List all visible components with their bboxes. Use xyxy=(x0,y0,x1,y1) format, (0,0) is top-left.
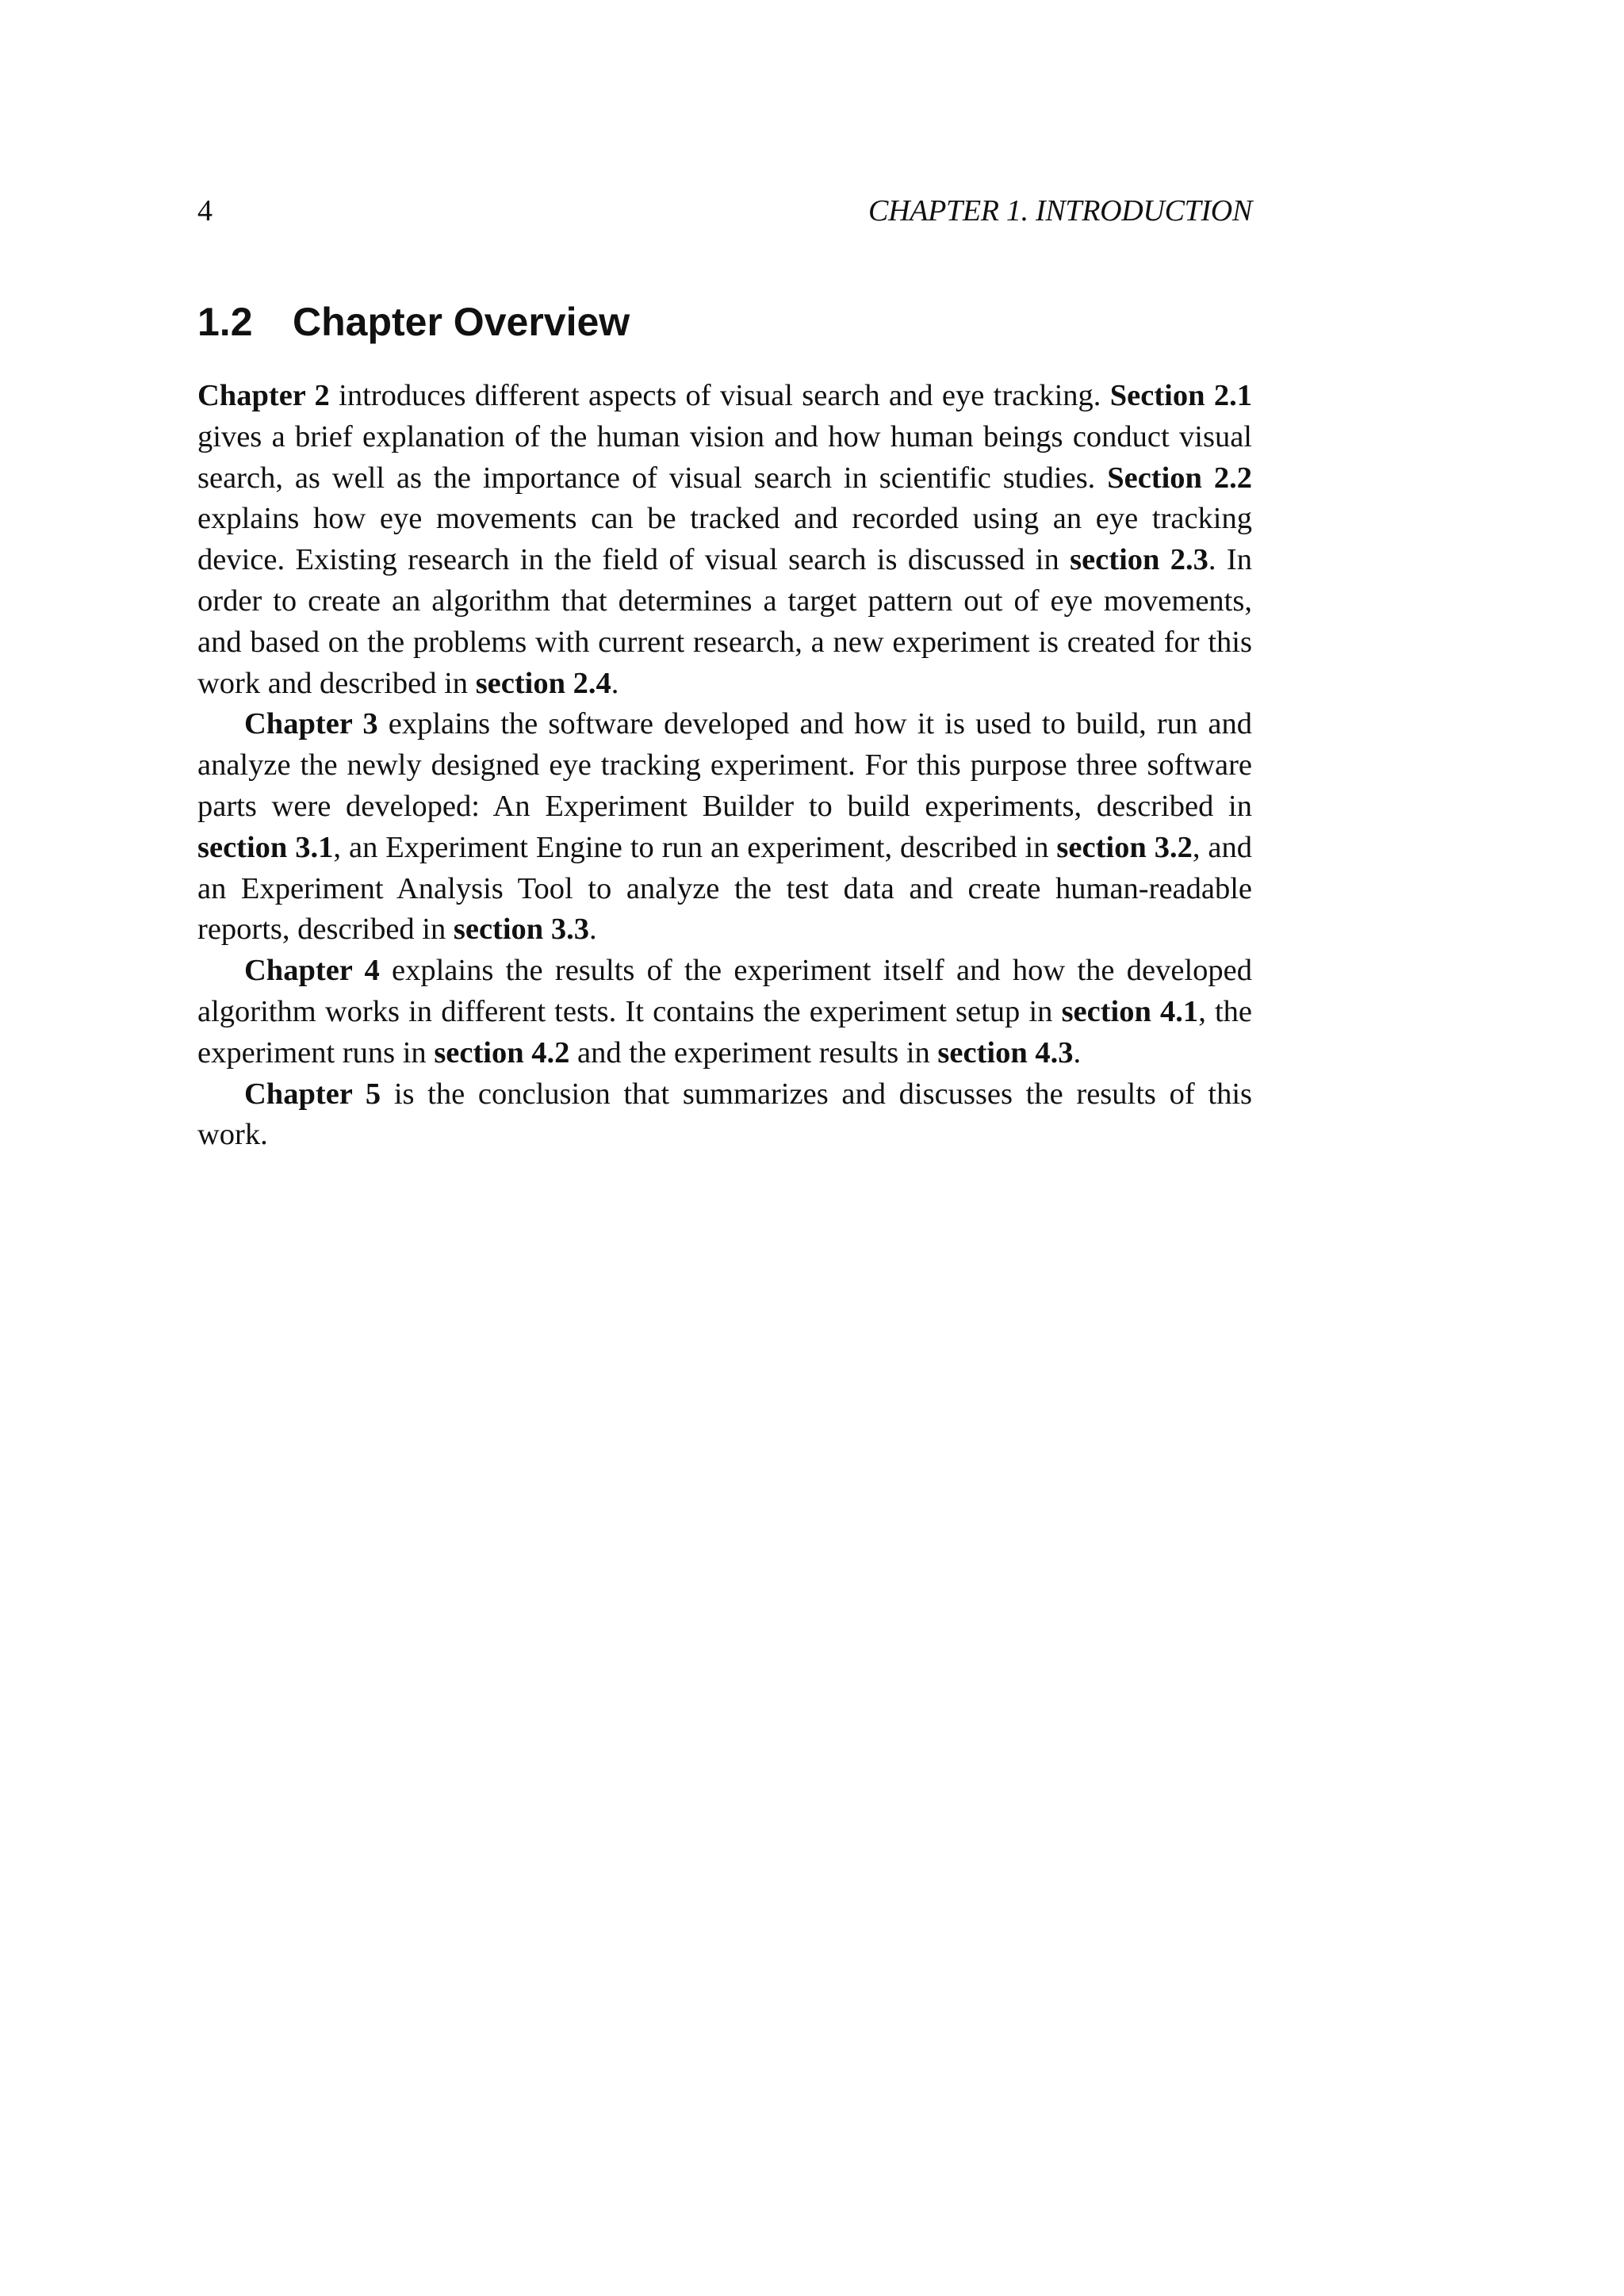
bold-reference: Section 2.2 xyxy=(1107,461,1252,495)
text-run: . In order to create an algorithm that determines a target pattern out of eye movements, and based on the problems with current research, a new experiment is created for this work and described in xyxy=(197,543,1252,700)
bold-reference: section 2.4 xyxy=(475,666,611,700)
paragraph-chapter-4 xyxy=(197,951,1252,1073)
text-run: explains how eye movements can be tracked and recorded using an eye tracking device. Existing research in the field of visual search is discussed in xyxy=(197,502,1252,577)
text-run: explains the results of the experiment itself and how the developed algorithm works in different tests. It contains the experiment setup in xyxy=(197,954,1252,1028)
text-run: , and an Experiment Analysis Tool to analyze the test data and create human-readable reports, described in xyxy=(197,830,1252,947)
text-run: introduces different aspects of visual search and eye tracking. xyxy=(329,379,1110,412)
paragraph-chapter-3 xyxy=(197,704,1252,951)
bold-reference: section 4.3 xyxy=(937,1035,1074,1070)
text-run: . xyxy=(588,913,597,947)
text-run: is the conclusion that summarizes and discusses the results of this work. xyxy=(197,1077,1252,1152)
bold-reference: Chapter 4 xyxy=(244,954,380,988)
section-number: 1.2 xyxy=(197,300,253,344)
bold-reference: Chapter 3 xyxy=(244,707,378,741)
bold-reference: section 2.3 xyxy=(1070,543,1208,577)
text-run: gives a brief explanation of the human vision and how human beings conduct visual search, as well as the importance of visual search in scientific studies. xyxy=(197,419,1252,495)
text-run: , the experiment runs in xyxy=(197,994,1252,1070)
bold-reference: section 3.3 xyxy=(453,913,589,947)
bold-reference: Chapter 2 xyxy=(197,379,330,412)
text-run: . xyxy=(611,666,619,700)
page-number: 4 xyxy=(197,194,213,228)
text-run: , an Experiment Engine to run an experiment, described in xyxy=(333,830,1057,864)
text-run: explains the software developed and how it is used to build, run and analyze the newly designed eye tracking experiment. For this purpose three software parts were developed: An Experiment Builder to build experiments, described in xyxy=(197,707,1252,823)
bold-reference: Chapter 5 xyxy=(244,1077,381,1111)
section-heading xyxy=(197,297,1252,347)
text-run: and the experiment results in xyxy=(569,1035,938,1070)
running-chapter-title: CHAPTER 1. INTRODUCTION xyxy=(868,194,1252,228)
bold-reference: section 4.1 xyxy=(1061,994,1199,1028)
text-run: . xyxy=(1073,1035,1082,1070)
bold-reference: section 3.2 xyxy=(1056,830,1193,864)
bold-reference: section 4.2 xyxy=(434,1035,570,1070)
bold-reference: Section 2.1 xyxy=(1109,379,1252,412)
paragraph-chapter-2 xyxy=(197,376,1252,704)
bold-reference: section 3.1 xyxy=(197,830,334,864)
paragraph-chapter-5 xyxy=(197,1074,1252,1157)
section-title: Chapter Overview xyxy=(293,300,630,344)
body-text xyxy=(197,376,1252,1156)
running-header xyxy=(197,192,1252,230)
